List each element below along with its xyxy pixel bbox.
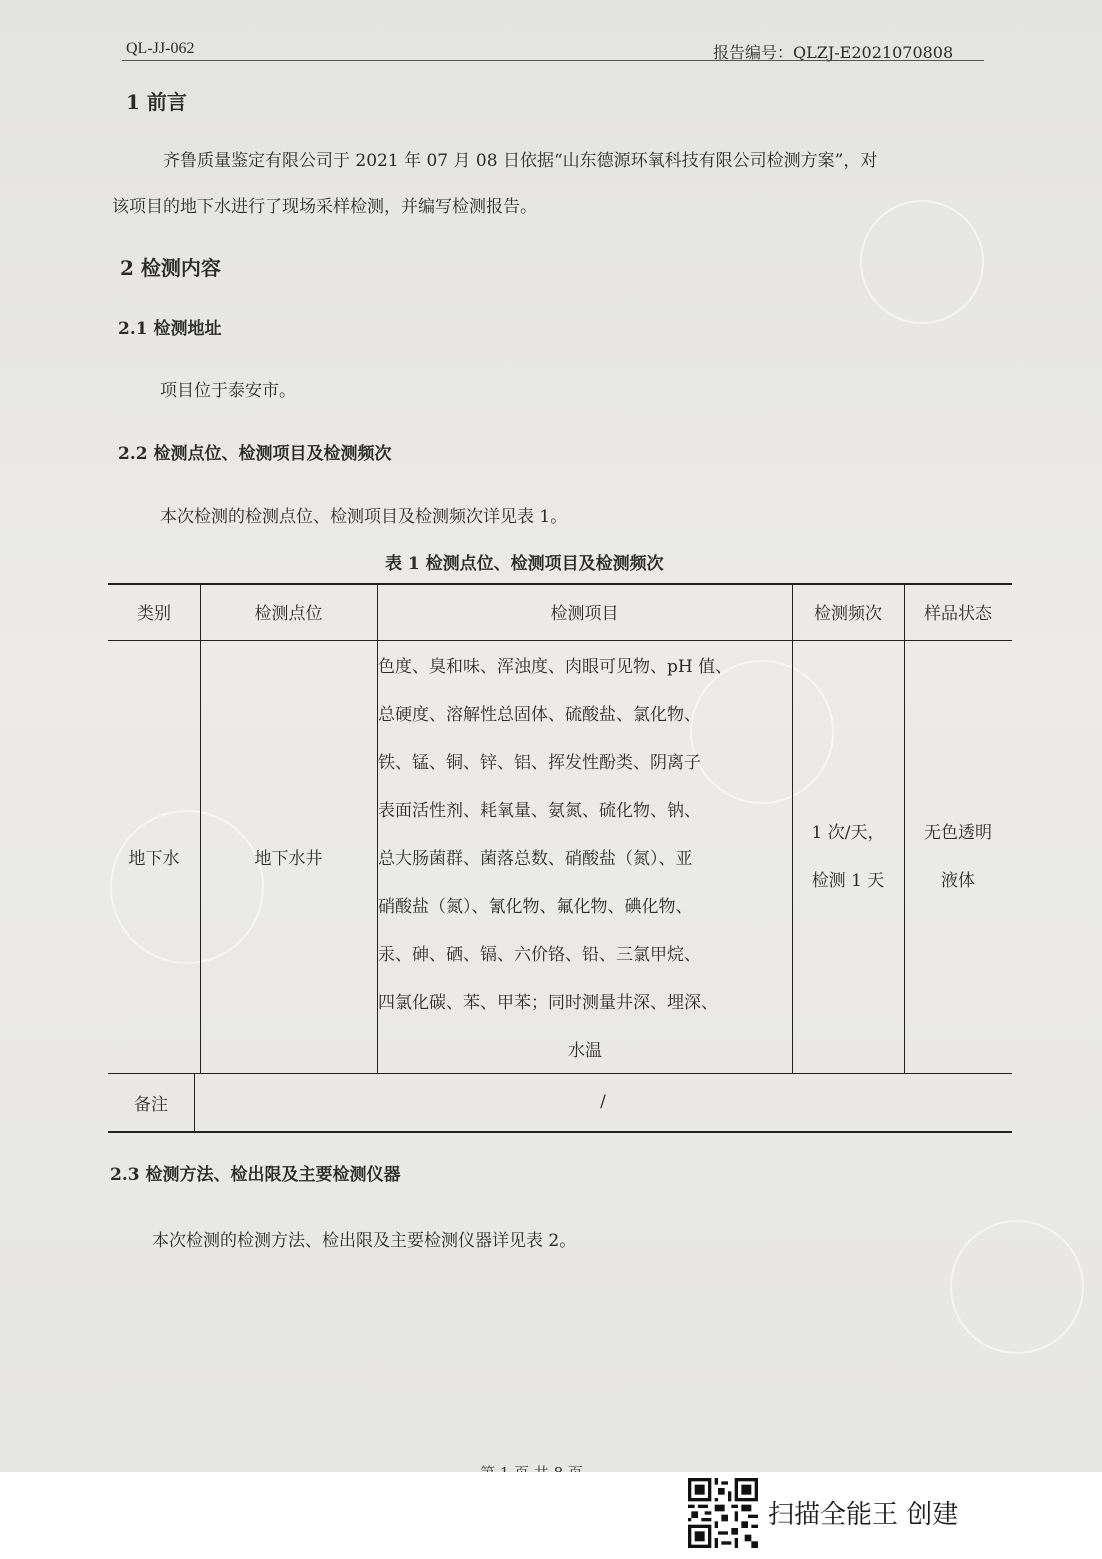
table-1-caption: 表 1 检测点位、检测项目及检测频次 xyxy=(385,554,664,574)
table-bottom-rule xyxy=(108,1131,1012,1133)
items-line: 总大肠菌群、菌落总数、硝酸盐（氮）、亚 xyxy=(378,849,693,869)
section-2-3-paragraph: 本次检测的检测方法、检出限及主要检测仪器详见表 2。 xyxy=(152,1231,577,1251)
section-2-2-title: 2.2 检测点位、检测项目及检测频次 xyxy=(118,444,392,464)
items-line: 硝酸盐（氮）、氰化物、氟化物、碘化物、 xyxy=(378,897,693,917)
items-line: 色度、臭和味、浑浊度、肉眼可见物、pH 值、 xyxy=(378,657,733,677)
items-line: 汞、砷、硒、镉、六价铬、铅、三氯甲烷、 xyxy=(378,945,701,965)
section-1-paragraph-line2: 该项目的地下水进行了现场采样检测，并编写检测报告。 xyxy=(112,197,537,217)
table-header-items: 检测项目 xyxy=(550,604,619,624)
section-2-3-title: 2.3 检测方法、检出限及主要检测仪器 xyxy=(110,1165,401,1185)
watermark-seal-icon xyxy=(950,1220,1084,1354)
table-remark-value: / xyxy=(600,1092,606,1112)
section-1-title: 1 前言 xyxy=(126,90,187,114)
qr-code-icon xyxy=(688,1478,758,1548)
section-2-1-paragraph: 项目位于泰安市。 xyxy=(160,381,296,401)
table-header-state: 样品状态 xyxy=(924,604,992,624)
state-line: 液体 xyxy=(941,870,975,891)
table-header-point: 检测点位 xyxy=(254,604,323,624)
items-line: 总硬度、溶解性总固体、硫酸盐、氯化物、 xyxy=(378,705,701,725)
section-2-title: 2 检测内容 xyxy=(120,256,221,280)
items-line: 表面活性剂、耗氧量、氨氮、硫化物、钠、 xyxy=(378,801,701,821)
table-cell-point: 地下水井 xyxy=(254,849,323,869)
items-line: 四氯化碳、苯、甲苯；同时测量井深、埋深、 xyxy=(378,993,718,1013)
state-line: 无色透明 xyxy=(924,822,992,843)
table-cell-state xyxy=(904,640,1012,1073)
frequency-line: 检测 1 天 xyxy=(811,870,885,891)
frequency-line: 1 次/天， xyxy=(811,822,885,843)
section-1-paragraph-line1: 齐鲁质量鉴定有限公司于 2021 年 07 月 08 日依据“山东德源环氧科技有限公司检测方案”，对 xyxy=(163,151,878,171)
document-code: QL-JJ-062 xyxy=(126,40,195,57)
report-number: 报告编号：QLZJ-E2021070808 xyxy=(713,43,954,62)
items-line: 水温 xyxy=(568,1041,602,1061)
items-line: 铁、锰、铜、锌、铝、挥发性酚类、阴离子 xyxy=(378,753,701,773)
table-remark-label: 备注 xyxy=(134,1094,168,1115)
scan-badge-text: 扫描全能王 创建 xyxy=(768,1500,959,1530)
section-2-2-paragraph: 本次检测的检测点位、检测项目及检测频次详见表 1。 xyxy=(160,507,568,527)
table-1 xyxy=(108,583,1012,1133)
table-cell-items xyxy=(378,643,792,1075)
table-cell-category: 地下水 xyxy=(128,849,180,869)
table-header-category: 类别 xyxy=(137,604,171,624)
watermark-seal-icon xyxy=(860,200,984,324)
table-cell-frequency xyxy=(792,640,904,1073)
section-2-1-title: 2.1 检测地址 xyxy=(118,319,222,339)
header-divider xyxy=(122,60,984,61)
table-header-frequency: 检测频次 xyxy=(814,604,882,624)
